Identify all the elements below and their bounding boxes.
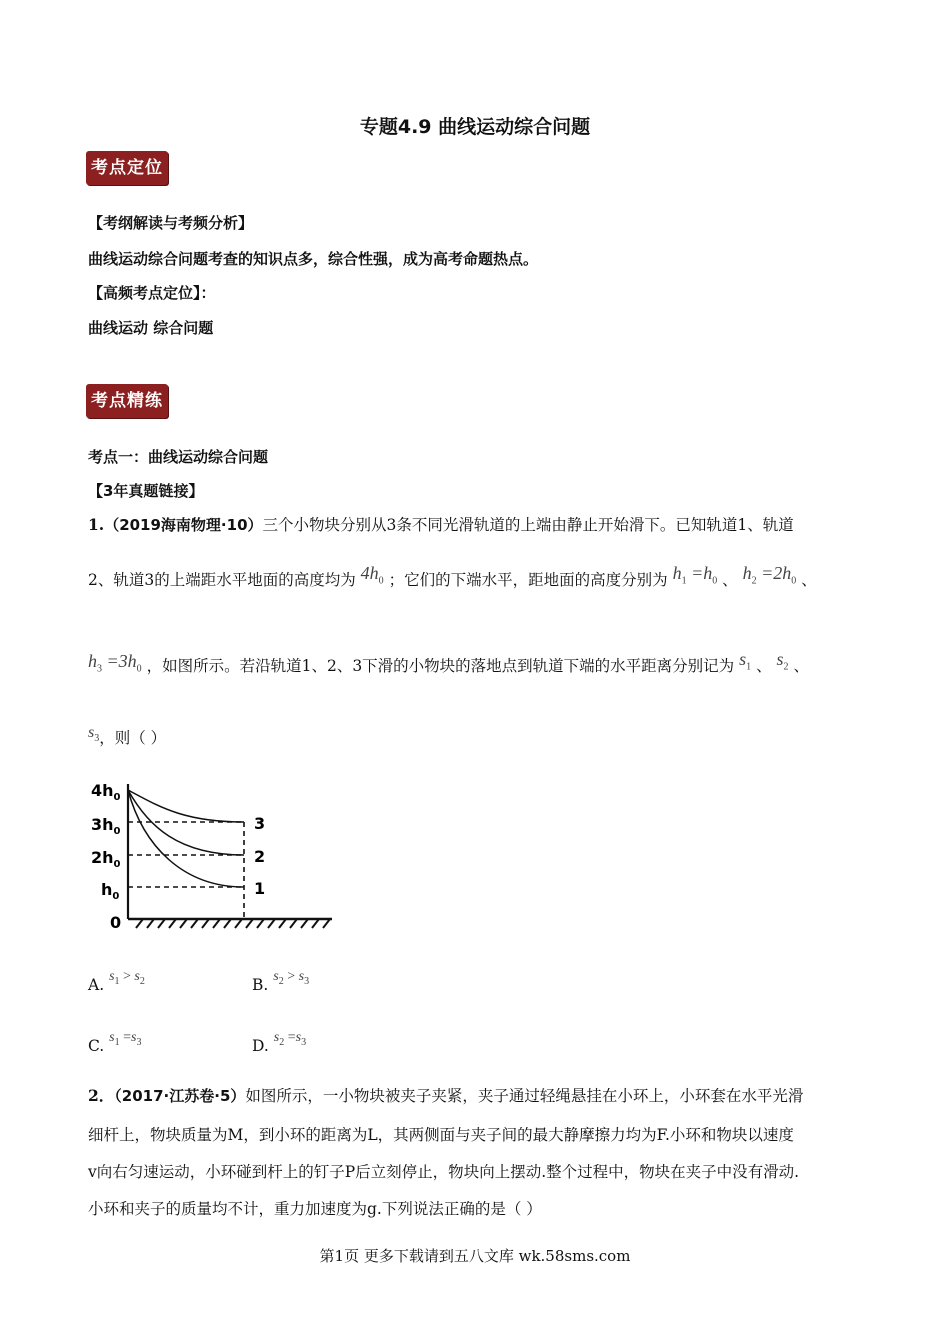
q1-text-2a: 2、轨道3的上端距水平地面的高度均为: [88, 571, 356, 589]
q1-s2-expr: $s_2$: [776, 649, 789, 673]
q1-text-2b: ；它们的下端水平，距地面的高度分别为: [388, 571, 668, 589]
q1-sep-1: 、: [722, 571, 738, 589]
figure-label-0: 0: [110, 913, 122, 932]
q1-h3-expr: $h_3 =3h_0$: [88, 651, 142, 675]
q1-number: 1.: [88, 515, 105, 534]
q1-option-c[interactable]: C. $s_1 =s_3$: [88, 1030, 142, 1055]
q2-source: （2017·江苏卷·5）: [114, 1087, 246, 1105]
q1-sep-3: 、: [756, 657, 772, 675]
q1-sep-4: 、: [793, 657, 809, 675]
figure-label-h0: $h_0$: [101, 880, 120, 902]
figure-ground-hatch: [136, 919, 330, 928]
q1-sep-2: 、: [801, 571, 817, 589]
track-1-curve: [128, 790, 244, 887]
q1-h1-expr: $h_1 =h_0$: [672, 563, 718, 587]
page-title: 专题4.9 曲线运动综合问题: [359, 116, 591, 138]
q1-line-3: [88, 649, 809, 679]
q1-text-4b: ，则（ ）: [99, 729, 167, 747]
q1-line-4: [88, 726, 166, 750]
page-footer: 第1页 更多下载请到五八文库 wk.58sms.com: [319, 1247, 631, 1265]
analysis-heading: 【考纲解读与考频分析】: [88, 214, 254, 232]
figure-label-4h0: $4h_0$: [91, 781, 121, 803]
q1-h2-expr: $h_2 =2h_0$: [742, 563, 797, 587]
q1-text-1: 三个小物块分别从3条不同光滑轨道的上端由静止开始滑下。已知轨道1、轨道: [262, 516, 794, 534]
q2-line-1: [88, 1084, 803, 1106]
q2-line-2: 细杆上，物块质量为M，到小环的距离为L，其两侧面与夹子间的最大静摩擦力均为F.小环和物块以速度: [88, 1126, 794, 1144]
q2-line-4: 小环和夹子的质量均不计，重力加速度为g.下列说法正确的是（ ）: [88, 1200, 542, 1218]
q1-s3-expr: $s_3$: [88, 724, 100, 745]
q1-option-b[interactable]: B. $s_2 > s_3$: [252, 969, 310, 994]
real-exam-links-heading: 【3年真题链接】: [88, 482, 204, 500]
figure-label-3h0: $3h_0$: [91, 815, 121, 837]
figure-track-label-3: 3: [254, 814, 266, 833]
figure-track-label-2: 2: [254, 847, 266, 866]
q2-number: 2．: [88, 1086, 115, 1105]
section-badge-kaodian-jinglian: 考点精练: [86, 384, 168, 418]
section-badge-kaodian-dingwei: 考点定位: [86, 151, 168, 185]
q1-line-2: [88, 563, 817, 593]
frequency-text: 曲线运动 综合问题: [88, 319, 214, 337]
point-one-heading: 考点一：曲线运动综合问题: [88, 448, 269, 466]
q1-option-d[interactable]: D. $s_2 =s_3$: [252, 1030, 307, 1055]
q1-h4-expr: $4h_0$: [360, 563, 384, 587]
q1-line-1: [88, 513, 794, 535]
q2-text-1: 如图所示，一小物块被夹子夹紧，夹子通过轻绳悬挂在小环上，小环套在水平光滑: [245, 1087, 804, 1105]
track-3-curve: [128, 790, 244, 822]
analysis-text: 曲线运动综合问题考查的知识点多，综合性强，成为高考命题热点。: [88, 250, 539, 268]
q2-line-3: v向右匀速运动，小环碰到杆上的钉子P后立刻停止，物块向上摆动.整个过程中，物块在夹子中没有滑动.: [88, 1163, 800, 1181]
q1-s1-expr: $s_1$: [739, 649, 752, 673]
q1-source: （2019海南物理·10）: [104, 516, 263, 534]
q1-track-figure: [88, 776, 338, 936]
frequency-heading: 【高频考点定位】：: [88, 284, 216, 302]
figure-track-label-1: 1: [254, 879, 266, 898]
q1-text-3b: ，如图所示。若沿轨道1、2、3下滑的小物块的落地点到轨道下端的水平距离分别记为: [146, 657, 735, 675]
figure-label-2h0: $2h_0$: [91, 848, 121, 870]
q1-option-a[interactable]: A. $s_1 > s_2$: [88, 969, 145, 994]
